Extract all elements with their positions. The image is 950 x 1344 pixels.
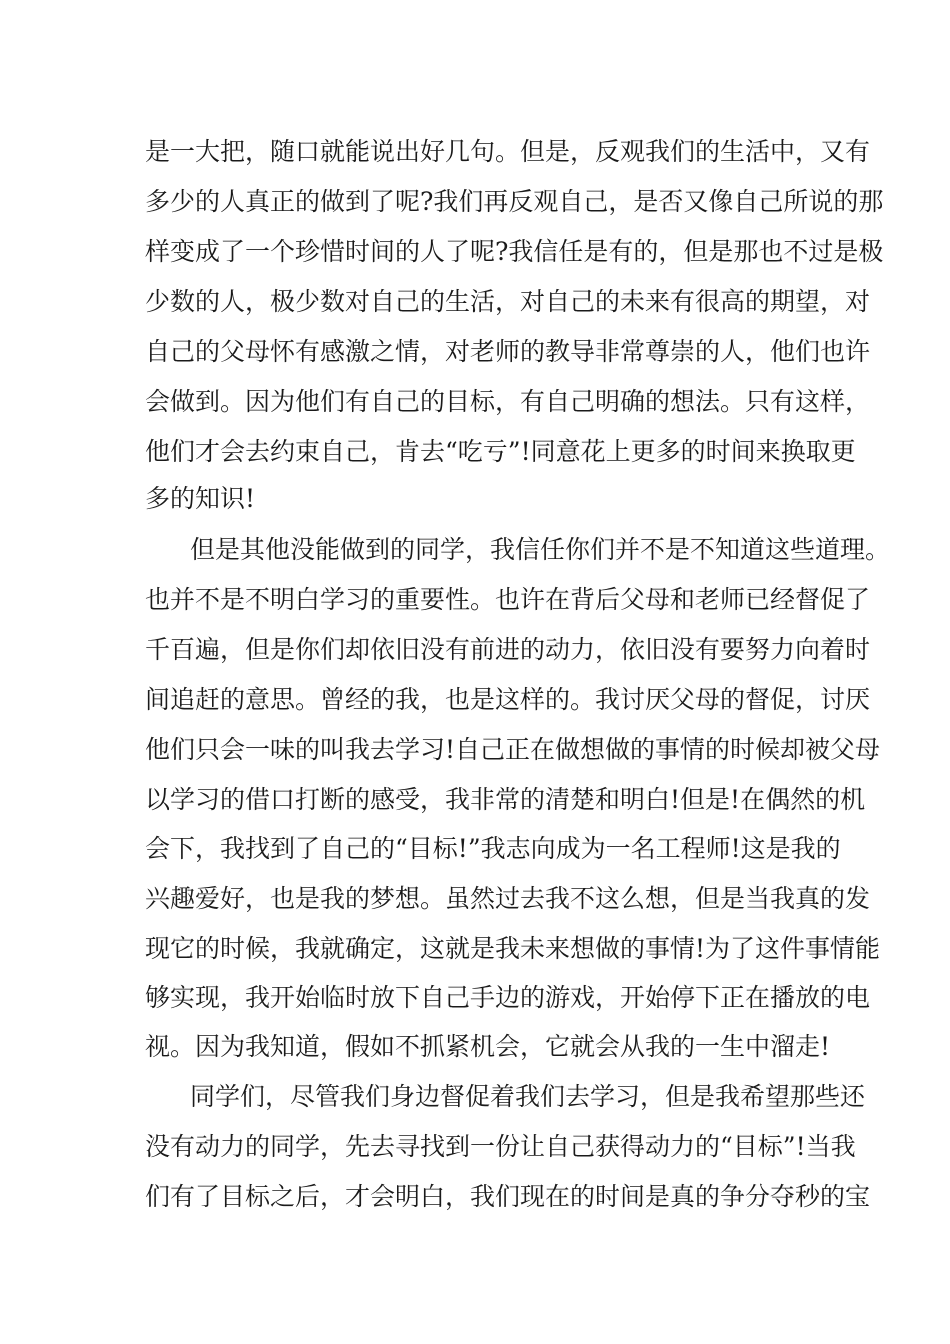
text-line: 会下，我找到了自己的“目标!”我志向成为一名工程师!这是我的 — [145, 834, 841, 863]
text-line: 多的知识! — [145, 484, 256, 513]
text-line: 间追赶的意思。曾经的我，也是这样的。我讨厌父母的督促，讨厌 — [145, 685, 871, 714]
text-line: 们有了目标之后，才会明白，我们现在的时间是真的争分夺秒的宝 — [145, 1182, 871, 1211]
paragraph-first-line: 但是其他没能做到的同学，我信任你们并不是不知道这些道理。 — [190, 535, 891, 564]
text-line: 兴趣爱好，也是我的梦想。虽然过去我不这么想，但是当我真的发 — [145, 884, 871, 913]
text-line: 以学习的借口打断的感受，我非常的清楚和明白!但是!在偶然的机 — [145, 785, 866, 814]
paragraph-first-line: 同学们，尽管我们身边督促着我们去学习，但是我希望那些还 — [190, 1082, 866, 1111]
text-line: 自己的父母怀有感激之情，对老师的教导非常尊崇的人，他们也许 — [145, 337, 871, 366]
text-line: 他们只会一味的叫我去学习!自己正在做想做的事情的时候却被父母 — [145, 735, 881, 764]
text-line: 是一大把，随口就能说出好几句。但是，反观我们的生活中，又有 — [145, 137, 871, 166]
text-line: 也并不是不明白学习的重要性。也许在背后父母和老师已经督促了 — [145, 585, 871, 614]
text-line: 多少的人真正的做到了呢?我们再反观自己，是否又像自己所说的那 — [145, 187, 884, 216]
text-line: 他们才会去约束自己，肯去“吃亏”!同意花上更多的时间来换取更 — [145, 437, 856, 466]
text-line: 视。因为我知道，假如不抓紧机会，它就会从我的一生中溜走! — [145, 1032, 831, 1061]
text-line: 样变成了一个珍惜时间的人了呢?我信任是有的，但是那也不过是极 — [145, 237, 884, 266]
text-line: 千百遍，但是你们却依旧没有前进的动力，依旧没有要努力向着时 — [145, 635, 871, 664]
text-line: 够实现，我开始临时放下自己手边的游戏，开始停下正在播放的电 — [145, 983, 871, 1012]
text-line: 会做到。因为他们有自己的目标，有自己明确的想法。只有这样， — [145, 387, 871, 416]
text-line: 现它的时候，我就确定，这就是我未来想做的事情!为了这件事情能 — [145, 934, 881, 963]
text-line: 没有动力的同学，先去寻找到一份让自己获得动力的“目标”!当我 — [145, 1132, 856, 1161]
text-line: 少数的人，极少数对自己的生活，对自己的未来有很高的期望，对 — [145, 287, 871, 316]
